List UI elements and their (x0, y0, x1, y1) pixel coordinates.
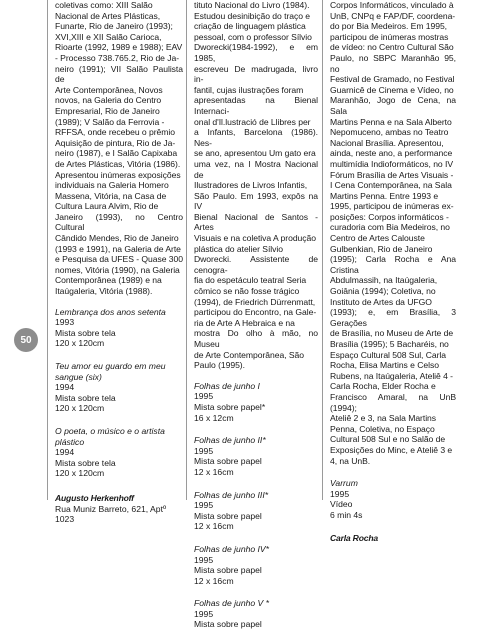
text-line: Martins Penna e na Sala Alberto (330, 116, 452, 127)
text-line: Rocha, Elisa Martins e Celso (330, 360, 439, 371)
artwork-size: 12 x 16cm (194, 466, 234, 477)
text-line: neiro (1987), e I Salão Capixaba (55, 148, 178, 159)
text-line: 4, na UnB. (330, 455, 371, 466)
artwork-title: O poeta, o músico e o artista (55, 425, 165, 436)
column-rule (322, 0, 323, 500)
artwork-medium: Mista sobre papel (194, 510, 262, 521)
artwork-title: Folhas de junho I (194, 380, 260, 391)
text-line: individuais na Galeria Homero (55, 180, 169, 191)
text-line: uma vez, na I Mostra Nacional de (194, 158, 318, 180)
artwork-title: plástico (55, 436, 85, 447)
text-line: participou de inúmeras mostras (330, 31, 449, 42)
artwork-entry (194, 435, 318, 477)
text-line: Contemporânea (1989) e na (55, 275, 162, 286)
text-line: Massena, Vitória, na Casa de (55, 190, 167, 201)
text-line: pessoal, com o professor Sílvio (194, 31, 312, 42)
column-rule (47, 0, 48, 500)
text-line: Carla Rocha, Elder Rocha e (330, 381, 436, 392)
text-line: Gulbenkian, Rio de Janeiro (330, 243, 433, 254)
artwork-year: 1993 (55, 317, 75, 328)
column-3 (330, 0, 456, 543)
artwork-size: 120 x 120cm (55, 403, 105, 414)
artwork-size: 12 x 16cm (194, 575, 234, 586)
artwork-entry (194, 544, 318, 586)
artwork-title: Folhas de junho V * (194, 598, 270, 609)
text-line: Cândido Mendes, Rio de Janeiro (55, 233, 179, 244)
text-line: de Arte Contemporânea, São (194, 349, 305, 360)
text-line: Ilustradores de Livros Infantis, (194, 180, 308, 191)
text-line: Nacional Brasília. Apresentou, (330, 137, 444, 148)
artwork-size: 120 x 120cm (55, 468, 105, 479)
text-line: (1989); V Salão da Ferrovia - (55, 116, 165, 127)
text-line: RFFSA, onde recebeu o prêmio (55, 127, 175, 138)
artwork-year: 1995 (194, 391, 214, 402)
artwork-size: 12 x 16cm (194, 521, 234, 532)
artist-name: Carla Rocha (330, 532, 378, 543)
text-line: Exposições do Minc, e Ateliê 3 e (330, 444, 453, 455)
text-line: Brasília (1995); 5 Bacharéis, no (330, 339, 449, 349)
text-line: fantil, cujas ilustrações foram (194, 84, 304, 95)
artwork-title: Folhas de junho III* (194, 489, 269, 500)
artwork-year: 1994 (55, 382, 75, 393)
text-line: (1993); e, em Brasília, 3 Gerações (330, 307, 456, 328)
text-line: Bienal Nacional de Santos - Artes (194, 211, 318, 233)
text-line: Dworecki(1984-1992), e em 1985, (194, 42, 318, 63)
artwork-medium: Mista sobre papel (194, 565, 262, 576)
artwork-entry (55, 307, 183, 349)
artwork-title: Teu amor eu guardo em meu (55, 361, 166, 371)
text-line: Corpos Informáticos, vinculado à (330, 0, 454, 10)
text-line: Dworecki. Assistente de cenogra- (194, 254, 318, 275)
artwork-medium: Mista sobre tela (55, 392, 116, 403)
text-line: Maranhão, Jogo de Cena, na Sala (330, 95, 456, 116)
text-line: Rioarte (1992, 1989 e 1988); EAV (55, 42, 183, 53)
artwork-title: Varrum (330, 478, 358, 489)
artwork-year: 1995 (194, 554, 214, 565)
text-line: nomes, Vitória (1990), na Galeria (55, 264, 180, 275)
text-line: Fórum Brasília de Artes Visuais - (330, 169, 454, 180)
artwork-size: 16 x 12cm (194, 412, 234, 423)
text-line: e Pesquisa da UFES - Quase 300 (55, 254, 183, 265)
text-line: neiro (1991); VII Salão Paulista de (55, 63, 183, 85)
text-line: Estudou desinibição do traço e (194, 10, 311, 21)
text-line: ria de Arte A Hebraica e na (194, 317, 295, 328)
artist-name: Augusto Herkenhoff (55, 492, 134, 503)
artwork-entry (55, 361, 183, 414)
text-line: escreveu De madrugada, livro in- (194, 63, 318, 85)
text-line: de Brasília, no Museu de Arte de (330, 328, 454, 339)
bio-text (330, 0, 456, 466)
artist-address: Rua Muniz Barreto, 621, Aptº 1023 (55, 503, 167, 525)
bio-text (194, 0, 318, 371)
artwork-entry (194, 381, 318, 423)
text-line: UnB, CNPq e FAP/DF, coordena- (330, 10, 456, 21)
artwork-medium: Mista sobre tela (55, 327, 116, 338)
text-line: (1994), de Friedrich Dürrenmatt, (194, 296, 316, 307)
artwork-medium: Mista sobre papel (194, 456, 262, 467)
text-line: Nepomuceno, ambas no Teatro (330, 127, 449, 138)
artwork-duration: 6 min 4s (330, 509, 363, 520)
text-line: Aquisição de pintura, Rio de Ja- (55, 137, 176, 148)
text-line: Penna, Coletiva, no Espaço (330, 423, 435, 434)
text-line: Francisco Amaral, na UnB (1994); (330, 391, 456, 413)
text-line: Guarnicê de Cinema e Vídeo, no (330, 84, 454, 95)
bio-text (55, 0, 183, 297)
text-line: de Artes Plásticas, Vitória (1986). (55, 158, 181, 169)
text-line: Arte Contemporânea, Novos (55, 84, 163, 95)
text-line: São Paulo. Em 1993, expôs na IV (194, 190, 318, 212)
text-line: mostra Do olho à mão, no Museu (194, 328, 318, 349)
text-line: Itaúgaleria, Vitória (1988). (55, 286, 153, 297)
text-line: do por Bia Medeiros. Em 1995, (330, 21, 448, 32)
artwork-title: Folhas de junho IV* (194, 543, 270, 554)
text-line: Rubens, na Itaúgaleria, Ateliê 4 - (330, 370, 453, 381)
column-2 (194, 0, 318, 630)
text-line: Instituto de Artes da UFGO (330, 296, 432, 307)
text-line: Centro de Artes Calouste (330, 233, 425, 244)
page-number-badge: 50 (14, 328, 38, 352)
text-line: Cultura Laura Alvim, Rio de (55, 201, 159, 212)
artwork-year: 1995 (194, 445, 214, 456)
artwork-medium: Vídeo (330, 499, 353, 510)
column-rule (186, 0, 187, 500)
text-line: Espaço Cultural 508 Sul, Carla (330, 349, 447, 360)
text-line: onal d'Il.lustració de Llibres per (194, 116, 311, 127)
text-line: XVI,XIII e XII Salão Carioca, (55, 31, 162, 42)
text-line: curadoria com Bia Medeiros, no (330, 222, 450, 233)
text-line: 1995, participou de inúmeras ex- (330, 201, 454, 212)
text-line: Martins Penna. Entre 1993 e (330, 190, 439, 201)
text-line: Paulo (1995). (194, 360, 245, 371)
artwork-size: 120 x 120cm (55, 338, 105, 349)
text-line: - Processo 738.765.2, Rio de Ja- (55, 52, 180, 63)
text-line: Paulo, no SBPC Maranhão 95, no (330, 52, 456, 74)
artwork-year: 1995 (330, 488, 350, 499)
text-line: de vídeo: no Centro Cultural São (330, 42, 454, 53)
artwork-entry (194, 490, 318, 532)
artwork-year: 1995 (194, 500, 214, 511)
artwork-title: Folhas de junho II* (194, 435, 266, 446)
artwork-year: 1995 (194, 608, 214, 619)
text-line: apresentadas na Bienal Internaci- (194, 95, 318, 116)
text-line: Ateliê 2 e 3, na Sala Martins (330, 413, 437, 424)
artwork-medium: Mista sobre papel* (194, 401, 266, 412)
text-line: tituto Nacional do Livro (1984). (194, 0, 310, 10)
text-line: Funarte, Rio de Janeiro (1993); (55, 21, 173, 32)
text-line: (1993 e 1991), na Galeria de Arte (55, 243, 181, 254)
text-line: plástica do atelier Sílvio (194, 243, 283, 254)
text-line: coletivas como: XIII Salão (55, 0, 153, 10)
text-line: Empresarial, Rio de Janeiro (55, 105, 160, 116)
text-line: Visuais e na coletiva A produção (194, 233, 316, 244)
artwork-title: sangue (six) (55, 371, 102, 382)
text-line: criação de linguagem plástica (194, 21, 306, 32)
artwork-entry (194, 598, 318, 630)
artwork-medium: Mista sobre tela (55, 457, 116, 468)
text-line: ainda, neste ano, a performance (330, 148, 453, 159)
artwork-entry (55, 426, 183, 479)
text-line: Festival de Gramado, no Festival (330, 74, 455, 85)
text-line: Janeiro (1993), no Centro Cultural (55, 211, 183, 233)
text-line: Nacional de Artes Plásticas, (55, 10, 161, 21)
text-line: fia do espetáculo teatral Seria (194, 275, 307, 286)
text-line: a Infants, Barcelona (1986). Nes- (194, 127, 318, 148)
artwork-year: 1994 (55, 447, 75, 458)
text-line: multimídia Indioformáticos, no IV (330, 158, 454, 169)
text-line: posições: Corpos informáticos - (330, 211, 449, 222)
text-line: Apresentou inúmeras exposições (55, 169, 181, 180)
artwork-entry (330, 478, 456, 520)
column-1 (55, 0, 183, 525)
text-line: (1995); Carla Rocha e Ana Cristina (330, 254, 456, 275)
text-line: I Cena Contemporânea, na Sala (330, 180, 452, 191)
text-line: Cultural 508 Sul e no Salão de (330, 434, 446, 445)
artwork-medium: Mista sobre papel (194, 619, 262, 630)
text-line: novos, na Galeria do Centro (55, 95, 162, 106)
text-line: se ano, apresentou Um gato era (194, 148, 316, 159)
artwork-title: Lembrança dos anos setenta (55, 306, 166, 317)
text-line: Abdulmassih, na Itaúgaleria, (330, 275, 438, 286)
text-line: cômico se não fosse trágico (194, 286, 300, 297)
text-line: Goiânia (1994); Coletiva, no (330, 286, 436, 297)
text-line: participou do Encontro, na Gale- (194, 307, 317, 318)
